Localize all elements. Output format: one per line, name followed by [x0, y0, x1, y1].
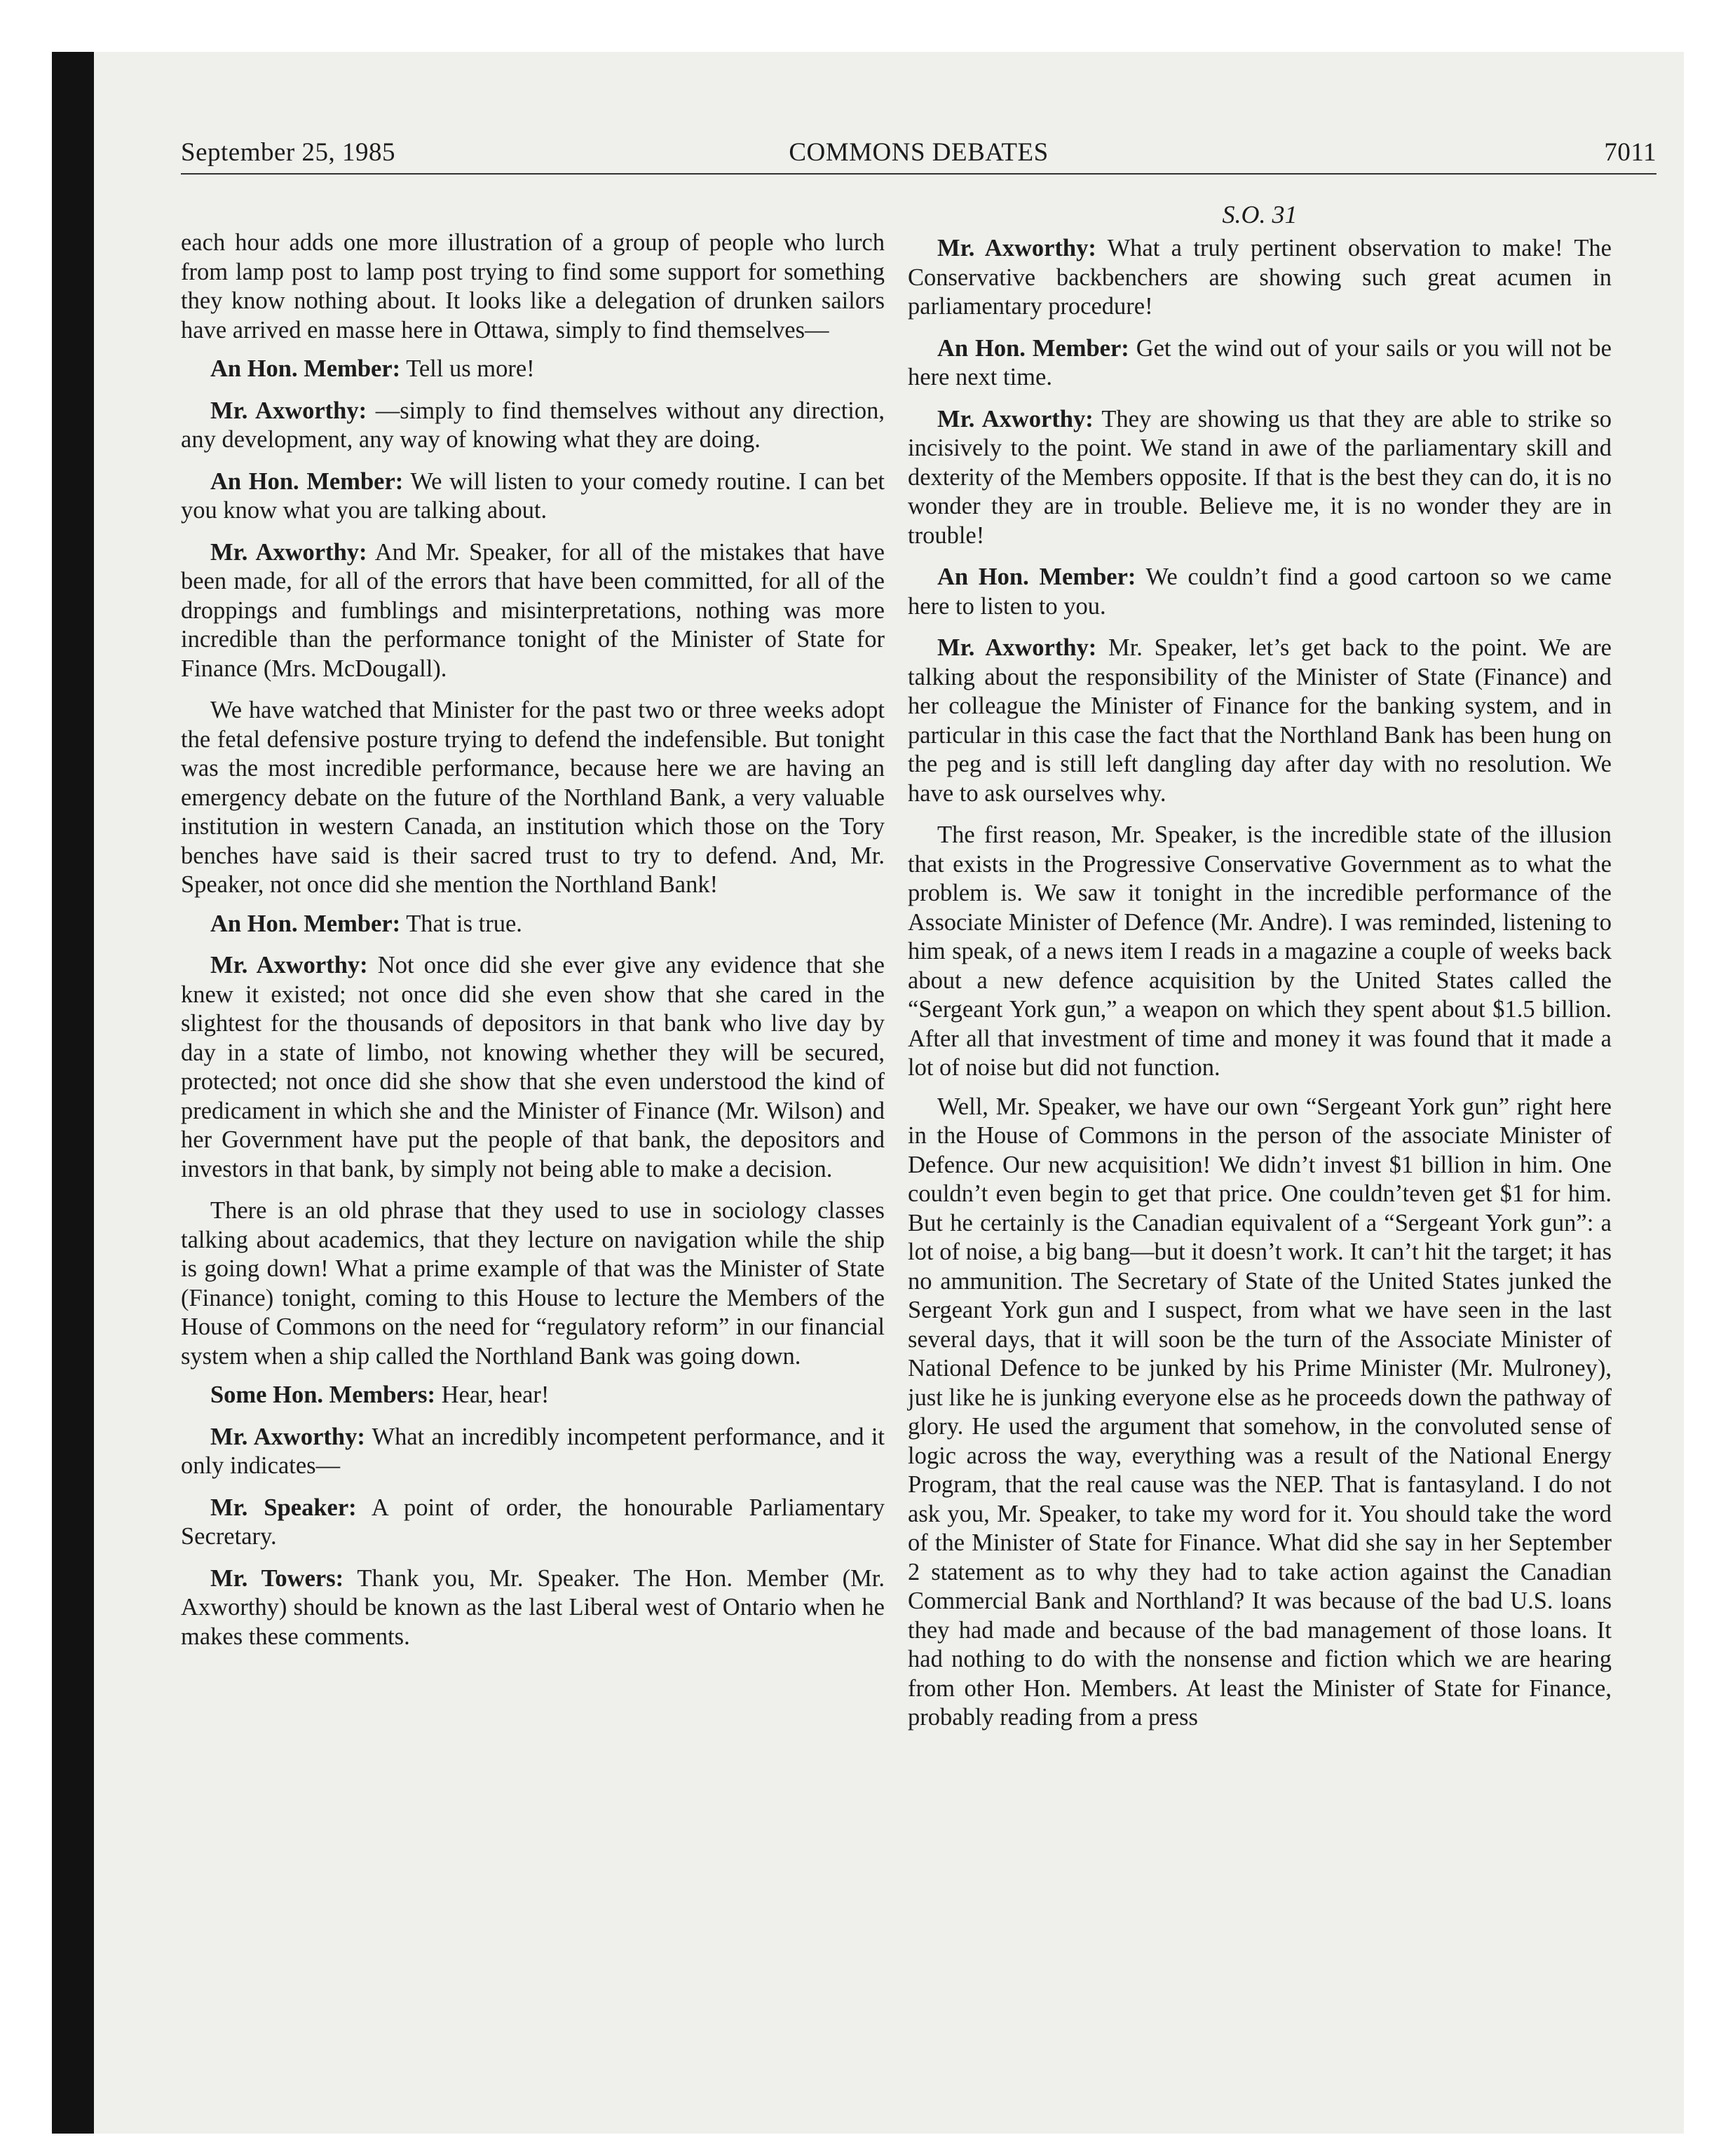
paragraph-text: Get the wind out of your sails or you will not be here next time.	[908, 334, 1612, 390]
paragraph	[181, 538, 885, 684]
paragraph	[908, 634, 1612, 808]
section-label: S.O. 31	[1222, 200, 1298, 228]
paragraph	[181, 696, 885, 900]
header-rule	[181, 173, 1656, 175]
speaker-name: An Hon. Member:	[210, 355, 401, 382]
speaker-name: Mr. Axworthy:	[210, 538, 367, 566]
speaker-name: An Hon. Member:	[937, 334, 1129, 362]
paragraph-text: That is true.	[406, 910, 522, 937]
paragraph-text: Thank you, Mr. Speaker. The Hon. Member (Mr. Axworthy) should be known as the last Liberal west of Ontario when he makes these comments.	[181, 1564, 885, 1650]
paragraph-text: Hear, hear!	[441, 1381, 550, 1408]
paragraph-text: And Mr. Speaker, for all of the mistakes that have been made, for all of the errors that have been committed, for all of the droppings and fumblings and misinterpretations, nothing was more incredible than the performance tonight of the Minister of State for Finance (Mrs. McDougall).	[181, 538, 885, 682]
paragraph-text: —simply to find themselves without any direction, any development, any way of knowing what they are doing.	[181, 397, 885, 453]
paragraph-text: We will listen to your comedy routine. I can bet you know what you are talking about.	[181, 468, 885, 524]
paragraph	[181, 468, 885, 526]
paragraph-text: The first reason, Mr. Speaker, is the incredible state of the illusion that exists in the Progressive Conservative Government as to what the problem is. We saw it tonight in the incredible performance of the Associate Minister of Defence (Mr. Andre). I was reminded, listening to him speak, of a news item I reads in a magazine a couple of weeks back about a new defence acquisition by the United States called the “Sergeant York gun,” a weapon on which they spent about $1.5 billion. After all that investment of time and money it was found that it made a lot of noise but did not function.	[908, 821, 1612, 1081]
paragraph-text: We couldn’t find a good cartoon so we came here to listen to you.	[908, 564, 1612, 620]
paragraph-text: Well, Mr. Speaker, we have our own “Sergeant York gun” right here in the House of Commons in the person of the associate Minister of Defence. Our new acquisition! We didn’t invest $1 billion in him. One couldn’t even begin to get that price. One couldn’teven get $1 for him. But he certainly is the Canadian equivalent of a “Sergeant York gun”: a lot of noise, a big bang—but it doesn’t work. It can’t hit the target; it has no ammunition. The Secretary of State of the United States junked the Sergeant York gun and I suspect, from what we have seen in the last several days, that it will soon be the turn of the Associate Minister of National Defence to be junked by his Prime Minister (Mr. Mulroney), just like he is junking everyone else as he proceeds down the pathway of glory. He used the argument that somehow, in the convoluted sense of logic across the way, everything was a result of the National Energy Program, that the real cause was the NEP. That is fantasyland. I do not ask you, Mr. Speaker, to take my word for it. You should take the word of the Minister of State for Finance. What did she say in her September 2 statement as to why they had to take action against the Canadian Commercial Bank and Northland? It was because of the bad U.S. loans they had made and because of the bad management of those loans. It had nothing to do with the nonsense and fiction which we are hearing from other Hon. Members. At least the Minister of State for Finance, probably reading from a press	[908, 1093, 1612, 1731]
header-title: COMMONS DEBATES	[789, 138, 1049, 167]
page	[52, 52, 1684, 2134]
speaker-name: Some Hon. Members:	[210, 1381, 435, 1408]
paragraph	[908, 234, 1612, 322]
paragraph-text: Not once did she ever give any evidence that she knew it existed; not once did she even show that she cared in the slightest for the thousands of depositors in that bank who live day by day in a state of limbo, not knowing whether they will be secured, protected; not once did she show that she even understood the kind of predicament in which she and the Minister of Finance (Mr. Wilson) and her Government have put the people of that bank, the depositors and investors in that bank, by simply not being able to make a decision.	[181, 952, 885, 1182]
paragraph-text: There is an old phrase that they used to use in sociology classes talking about academics, that they lecture on navigation while the ship is going down! What a prime example of that was the Minister of State (Finance) tonight, coming to this House to lecture the Members of the House of Commons on the need for “regulatory reform” in our financial system when a ship called the Northland Bank was going down.	[181, 1197, 885, 1370]
paragraph	[908, 563, 1612, 621]
speaker-name: Mr. Axworthy:	[937, 634, 1097, 661]
paragraph	[908, 405, 1612, 551]
header-date: September 25, 1985	[181, 138, 395, 167]
speaker-name: Mr. Axworthy:	[937, 405, 1094, 432]
paragraph	[181, 1564, 885, 1652]
paragraph	[181, 1381, 885, 1410]
paragraph	[181, 228, 885, 345]
speaker-name: Mr. Axworthy:	[210, 397, 367, 424]
speaker-name: An Hon. Member:	[210, 910, 401, 937]
speaker-name: Mr. Axworthy:	[937, 235, 1096, 261]
paragraph	[181, 1423, 885, 1481]
paragraph	[908, 334, 1612, 393]
paragraph-text: What an incredibly incompetent performance, and it only indicates—	[181, 1423, 885, 1479]
paragraph	[908, 1093, 1612, 1733]
paragraph	[181, 355, 885, 384]
paragraph-text: A point of order, the honourable Parliamentary Secretary.	[181, 1494, 885, 1550]
paragraph-text: They are showing us that they are able to strike so incisively to the point. We stand in awe of the parliamentary skill and dexterity of the Members opposite. If that is the best they can do, it is no wonder they are in trouble. Believe me, it is no wonder they are in trouble!	[908, 405, 1612, 549]
paragraph	[181, 910, 885, 939]
speaker-name: Mr. Axworthy:	[210, 952, 368, 978]
paragraph-text: each hour adds one more illustration of a group of people who lurch from lamp post to lamp post trying to find some support for something they know nothing about. It looks like a delegation of drunken sailors have arrived en masse here in Ottawa, simply to find themselves—	[181, 229, 885, 343]
right-column	[908, 199, 1612, 1742]
left-column	[181, 228, 885, 1664]
paragraph	[181, 1494, 885, 1552]
paragraph-text: Tell us more!	[406, 355, 535, 382]
speaker-name: An Hon. Member:	[937, 564, 1136, 590]
paragraph	[181, 951, 885, 1184]
speaker-name: Mr. Speaker:	[210, 1494, 357, 1521]
scanned-page	[52, 52, 1684, 2134]
paragraph-text: We have watched that Minister for the past two or three weeks adopt the fetal defensive posture trying to defend the indefensible. But tonight was the most incredible performance, because here we are having an emergency debate on the future of the Northland Bank, a very valuable institution in western Canada, an institution which those on the Tory benches have said is their sacred trust to try to defend. And, Mr. Speaker, not once did she mention the Northland Bank!	[181, 697, 885, 898]
paragraph	[908, 821, 1612, 1083]
page-number: 7011	[1604, 138, 1656, 167]
speaker-name: An Hon. Member:	[210, 468, 404, 495]
speaker-name: Mr. Towers:	[210, 1564, 344, 1592]
paragraph-text: What a truly pertinent observation to make! The Conservative backbenchers are showing such great acumen in parliamentary procedure!	[908, 235, 1612, 320]
speaker-name: Mr. Axworthy:	[210, 1423, 365, 1450]
paragraph	[181, 1196, 885, 1371]
paragraph	[181, 397, 885, 455]
paragraph-text: Mr. Speaker, let’s get back to the point. We are talking about the responsibility of the Minister of State (Finance) and her colleague the Minister of Finance for the banking system, and in particular in this case the fact that the Northland Bank has been hung on the peg and is still left dangling day after day with no resolution. We have to ask ourselves why.	[908, 634, 1612, 807]
